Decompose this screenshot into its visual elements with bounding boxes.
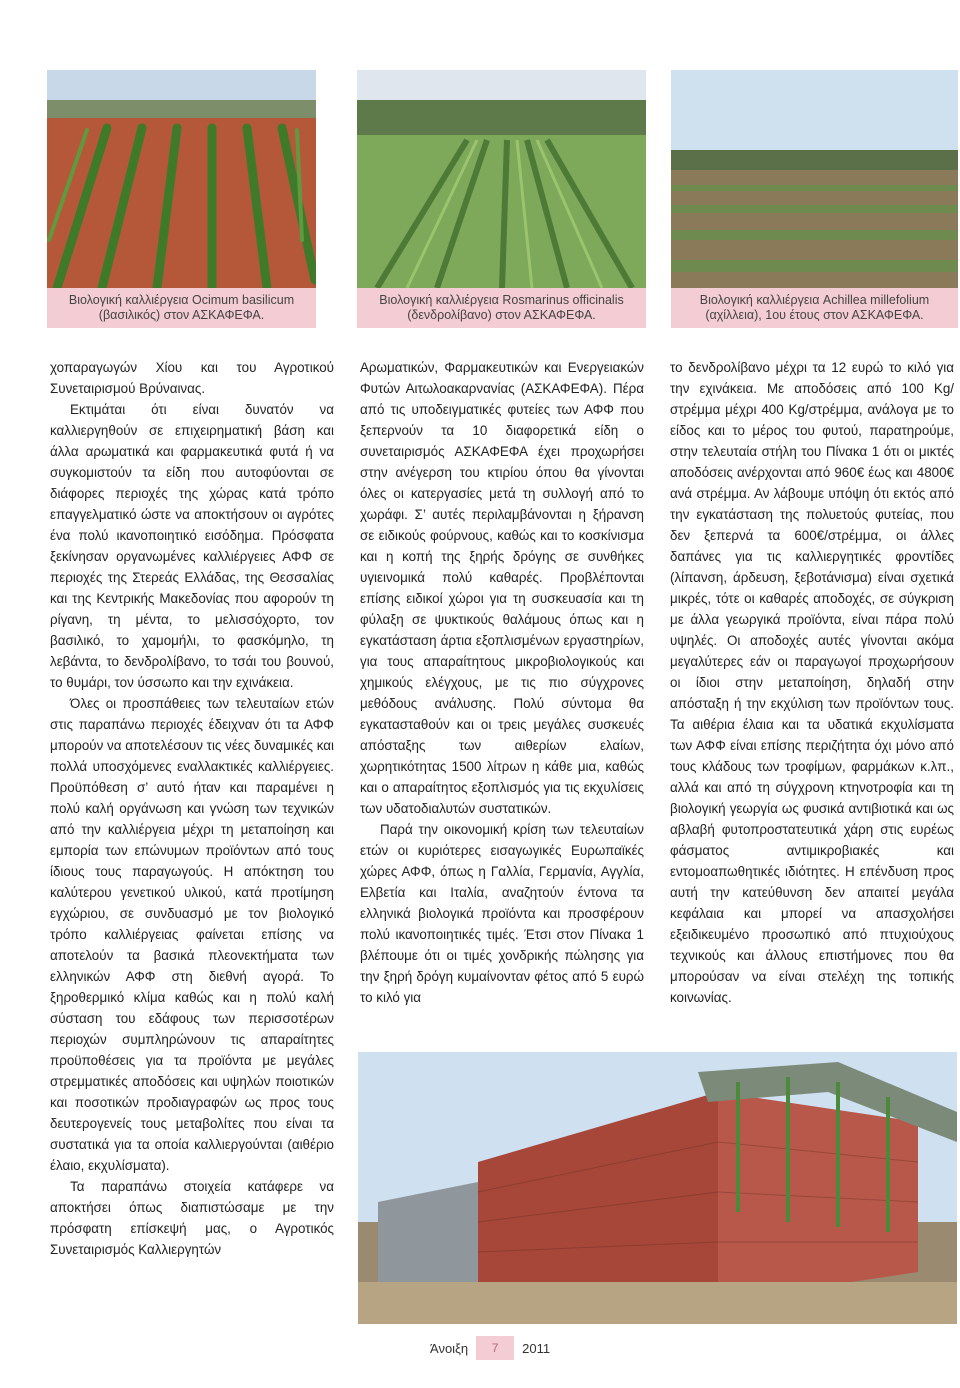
text-column-2 — [360, 357, 644, 1008]
text-column-3 — [670, 357, 954, 1008]
footer-year: 2011 — [522, 1340, 551, 1356]
caption-line: (βασιλικός) στον ΑΣΚΑΦΕΦΑ. — [98, 308, 265, 322]
photo-caption — [671, 288, 958, 328]
text-column-1 — [50, 357, 334, 1260]
caption-line: (αχίλλεια), 1ου έτους στον ΑΣΚΑΦΕΦΑ. — [705, 308, 924, 322]
photo-caption — [357, 288, 646, 328]
paragraph: Όλες οι προσπάθειες των τελευταίων ετών στις παραπάνω περιοχές έδειχναν ότι τα ΑΦΦ μπορούν να αποτελέσουν τις νέες δυναμικές και πολλά υποσχόμενες εναλλακτικές καλλιέργειες. Προϋπόθεση σ’ αυτό ήταν και παραμένει η πολύ καλή οργάνωση και γνώση των τεχνικών από την καλλιέργεια μέχρι τη μεταποίηση και εμπορία των επώνυμων προϊόντων από τους ίδιους τους παραγωγούς. Η απόκτηση του καλύτερου γενετικού υλικού, κατά προτίμηση εγχώριου, σε συνδυασμό με τον βιολογικό τρόπο καλλιέργειας φαίνεται επίσης να αποτελούν τα βασικά πλεονεκτήματα των ελληνικών ΑΦΦ στη διεθνή αγορά. Το ξηροθερμικό κλίμα καθώς και η πολύ καλή σύσταση του εδάφους των περισσοτέρων περιοχών συμπληρώνουν τις απαραίτητες προϋποθέσεις για τα προϊόντα με μεγάλες στρεμματικές αποδόσεις και υψηλών ποιοτικών και ποσοτικών προδιαγραφών ως προς τους δευτερογενείς τους μεταβολίτες που είναι τα συστατικά για τα οποία καλλιεργούνται (αιθέριο έλαιο, εκχυλίσματα). — [50, 696, 334, 1173]
paragraph: χοπαραγωγών Χίου και του Αγροτικού Συνεταιρισμού Βρύναινας. — [50, 360, 334, 396]
basil-field-photo — [47, 70, 316, 288]
caption-line: Βιολογική καλλιέργεια Rosmarinus officinalis — [379, 293, 624, 307]
yarrow-field-photo — [671, 70, 958, 288]
paragraph: το δενδρολίβανο μέχρι τα 12 ευρώ το κιλό για την εχινάκεια. Με αποδόσεις από 100 Kg/στρέμμα μέχρι 400 Kg/στρέμμα, ανάλογα με το είδος και το μέρος του φυτού, παρατηρούμε, στην τελευταία στήλη του Πίνακα 1 ότι οι μικτές αποδόσεις ανέρχονται από 960€ έως και 4800€ ανά στρέμμα. Αν λάβουμε υπόψη ότι εκτός από την εγκατάσταση της πολυετούς φυτείας, που δεν ξεπερνά τα 600€/στρέμμα, οι άλλες δαπάνες για τις καλλιεργητικές φροντίδες (λίπανση, άρδευση, ξεβοτάνισμα) είναι σχετικά μικρές, τότε οι καθαρές αποδοχές, σε σύγκριση με άλλα γεωργικά προϊόντα, είναι πάρα πολύ υψηλές. Οι αποδοχές αυτές γίνονται ακόμα μεγαλύτερες εάν οι παραγωγοί προχωρήσουν οι ίδιοι στην μεταποίηση, δηλαδή στην απόσταξη ή την εκχύλιση των προϊόντων τους. Τα αιθέρια έλαια και τα υδατικά εκχυλίσματα των ΑΦΦ είναι επίσης περιζήτητα όχι μόνο από τους κλάδους των τροφίμων, φαρμάκων κ.λπ., αλλά και από τη σύγχρονη κτηνοτροφία και τη βιολογική γεωργία ως φυσικά αντιβιοτικά και ως αβλαβή φυτοπροστατευτικά χάρη στις ευρέως φάσματος αντιμικροβιακές και εντομοαπωθητικές ιδιότητες. Η επένδυση προς αυτή την κατεύθυνση δεν απαιτεί μεγάλα κεφάλαια και μπορεί να απασχολήσει εξειδικευμένο προσωπικό από πτυχιούχους τεχνικούς και άλλους επιστήμονες που θα μπορούσαν να είναι στελέχη της τοπικής κοινωνίας. — [670, 360, 954, 1005]
caption-line: (δενδρολίβανο) στον ΑΣΚΑΦΕΦΑ. — [407, 308, 596, 322]
paragraph: Αρωματικών, Φαρμακευτικών και Ενεργειακών Φυτών Αιτωλοακαρνανίας (ΑΣΚΑΦΕΦΑ). Πέρα από τις υποδειγματικές φυτείες των ΑΦΦ που ξεπερνούν τα 10 διαφορετικά είδη ο συνεταιρισμός ΑΣΚΑΦΕΦΑ έχει προχωρήσει στην ανέγερση του κτιρίου όπου θα γίνονται όλες οι κατεργασίες μετά τη συλλογή από το χωράφι. Σ’ αυτές περιλαμβάνονται η ξήρανση σε ειδικούς φούρνους, καθώς και το κοσκίνισμα και η κοπή της ξηρής δρόγης σε συνθήκες υγιεινομικά πολύ καθαρές. Προβλέπονται επίσης ειδικοί χώροι για τη συσκευασία και τη φύλαξη σε ψυκτικούς θαλάμους όπως και η εγκατάσταση άρτια εξοπλισμένων εργαστηρίων, για τους απαραίτητους μικροβιολογικούς και χημικούς ελέγχους, με τις πιο σύγχρονες μεθόδους ανάλυσης. Πολύ σύντομα θα εγκατασταθούν και οι τρεις μεγάλες συσκευές απόσταξης των αιθερίων ελαίων, χωρητικότητας 1500 λίτρων η κάθε μια, καθώς και ο απαραίτητος εξοπλισμός για τις εκχυλίσεις των υδατοδιαλυτών συστατικών. — [360, 360, 644, 816]
page-footer — [430, 1336, 550, 1360]
paragraph: Εκτιμάται ότι είναι δυνατόν να καλλιεργηθούν σε επιχειρηματική βάση και άλλα αρωματικά και φαρμακευτικά φυτά ή να συγκομιστούν τα είδη που αυτοφύονται σε διάφορες περιοχές της χώρας κατά τρόπο επαγγελματικό ώστε να αποκτήσουν οι αγρότες ένα πολύ ικανοποιητικό εισόδημα. Πρόσφατα ξεκίνησαν οργανωμένες καλλιέργειες ΑΦΦ σε περιοχές της Στερεάς Ελλάδας, της Θεσσαλίας και της Κεντρικής Μακεδονίας που αφορούν τη ρίγανη, τη μέντα, το μελισσόχορτο, τον βασιλικό, το χαμομήλι, το φασκόμηλο, τη λεβάντα, το δενδρολίβανο, το τσάι του βουνού, το θυμάρι, τον ύσσωπο και την εχινάκεια. — [50, 402, 334, 690]
footer-season: Άνοιξη — [430, 1340, 469, 1356]
processing-building-photo — [358, 1052, 957, 1324]
caption-line: Βιολογική καλλιέργεια Ocimum basilicum — [68, 293, 295, 307]
rosemary-field-photo — [357, 70, 646, 288]
paragraph: Τα παραπάνω στοιχεία κατάφερε να αποκτήσει όπως διαπιστώσαμε με την πρόσφατη επίσκεψή μας, ο Αγροτικός Συνεταιρισμός Καλλιεργητών — [50, 1179, 334, 1257]
page-number: 7 — [476, 1336, 514, 1360]
paragraph: Παρά την οικονομική κρίση των τελευταίων ετών οι κυριότερες εισαγωγικές Ευρωπαϊκές χώρες ΑΦΦ, όπως η Γαλλία, Γερμανία, Αγγλία, Ελβετία και Ιταλία, αναζητούν έντονα τα ελληνικά βιολογικά προϊόντα και προσφέρουν πολύ ικανοποιητικές τιμές. Έτσι στον Πίνακα 1 βλέπουμε ότι οι τιμές χονδρικής πώλησης για την ξηρή δρόγη κυμαίνονταν φέτος από 5 ευρώ το κιλό για — [360, 822, 644, 1005]
caption-line: Βιολογική καλλιέργεια Achillea millefolium — [699, 293, 930, 307]
photo-caption — [47, 288, 316, 328]
